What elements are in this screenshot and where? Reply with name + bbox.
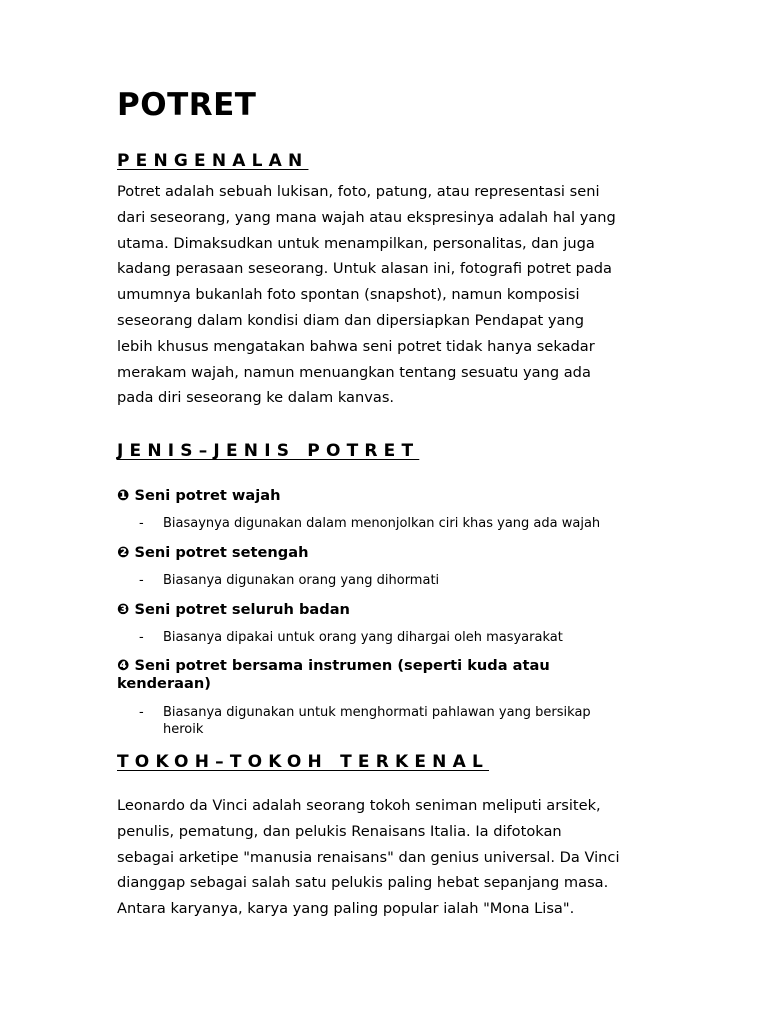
- list-item-title: [117, 657, 637, 693]
- list-item-description: [139, 629, 649, 646]
- dash-bullet: -: [139, 705, 144, 720]
- dash-bullet: -: [139, 573, 144, 588]
- item-title-text: Seni potret bersama instrumen (seperti kuda atau: [134, 657, 550, 674]
- item-title-text: Seni potret wajah: [134, 487, 281, 504]
- paragraph-line: pada diri seseorang ke dalam kanvas.: [117, 389, 395, 407]
- item-title-text: Seni potret setengah: [134, 544, 309, 561]
- paragraph-line: Leonardo da Vinci adalah seorang tokoh seniman meliputi arsitek,: [117, 797, 601, 814]
- paragraph-line: Antara karyanya, karya yang paling popular ialah "Mona Lisa".: [117, 900, 575, 918]
- section-heading-tokoh: TOKOH–TOKOH TERKENAL: [117, 752, 489, 772]
- paragraph-line: umumnya bukanlah foto spontan (snapshot), namun komposisi: [117, 286, 580, 304]
- description-line: heroik: [163, 722, 204, 737]
- paragraph-line: Potret adalah sebuah lukisan, foto, patung, atau representasi seni: [117, 183, 600, 200]
- description-line: Biasanya digunakan orang yang dihormati: [163, 573, 440, 588]
- list-item-title: [117, 487, 637, 505]
- list-item-description: [139, 704, 649, 738]
- dash-bullet: -: [139, 630, 144, 645]
- paragraph-line: dianggap sebagai salah satu pelukis paling hebat sepanjang masa.: [117, 874, 609, 892]
- list-item-title: [117, 544, 637, 562]
- number-4-icon: ❹: [117, 657, 130, 674]
- number-2-icon: ❷: [117, 544, 130, 561]
- document-page: [117, 0, 657, 1024]
- list-item-description: [139, 515, 649, 532]
- description-line: Biasanya dipakai untuk orang yang dihargai oleh masyarakat: [163, 630, 563, 645]
- paragraph-line: lebih khusus mengatakan bahwa seni potret tidak hanya sekadar: [117, 337, 595, 355]
- description-line: Biasaynya digunakan dalam menonjolkan ciri khas yang ada wajah: [163, 516, 601, 531]
- paragraph-line: penulis, pematung, dan pelukis Renaisans Italia. Ia difotokan: [117, 822, 562, 840]
- paragraph-line: kadang perasaan seseorang. Untuk alasan ini, fotografi potret pada: [117, 260, 612, 278]
- section-heading-jenis: JENIS–JENIS POTRET: [117, 441, 420, 461]
- dash-bullet: -: [139, 516, 144, 531]
- paragraph-line: sebagai arketipe "manusia renaisans" dan genius universal. Da Vinci: [117, 848, 620, 866]
- paragraph-line: utama. Dimaksudkan untuk menampilkan, personalitas, dan juga: [117, 234, 595, 252]
- page-title: POTRET: [117, 87, 257, 123]
- list-item-title: [117, 601, 637, 619]
- tokoh-paragraph: [117, 793, 652, 922]
- list-item-description: [139, 572, 649, 589]
- description-line: Biasanya digunakan untuk menghormati pahlawan yang bersikap: [163, 705, 591, 720]
- section-heading-pengenalan: PENGENALAN: [117, 151, 309, 171]
- paragraph-line: seseorang dalam kondisi diam dan dipersiapkan Pendapat yang: [117, 311, 585, 329]
- paragraph-line: merakam wajah, namun menuangkan tentang sesuatu yang ada: [117, 363, 591, 381]
- item-title-text: Seni potret seluruh badan: [134, 601, 350, 618]
- number-1-icon: ❶: [117, 487, 130, 504]
- item-title-text: kenderaan): [117, 675, 211, 692]
- number-3-icon: ❸: [117, 601, 130, 618]
- paragraph-line: dari seseorang, yang mana wajah atau ekspresinya adalah hal yang: [117, 208, 616, 226]
- pengenalan-paragraph: [117, 179, 652, 411]
